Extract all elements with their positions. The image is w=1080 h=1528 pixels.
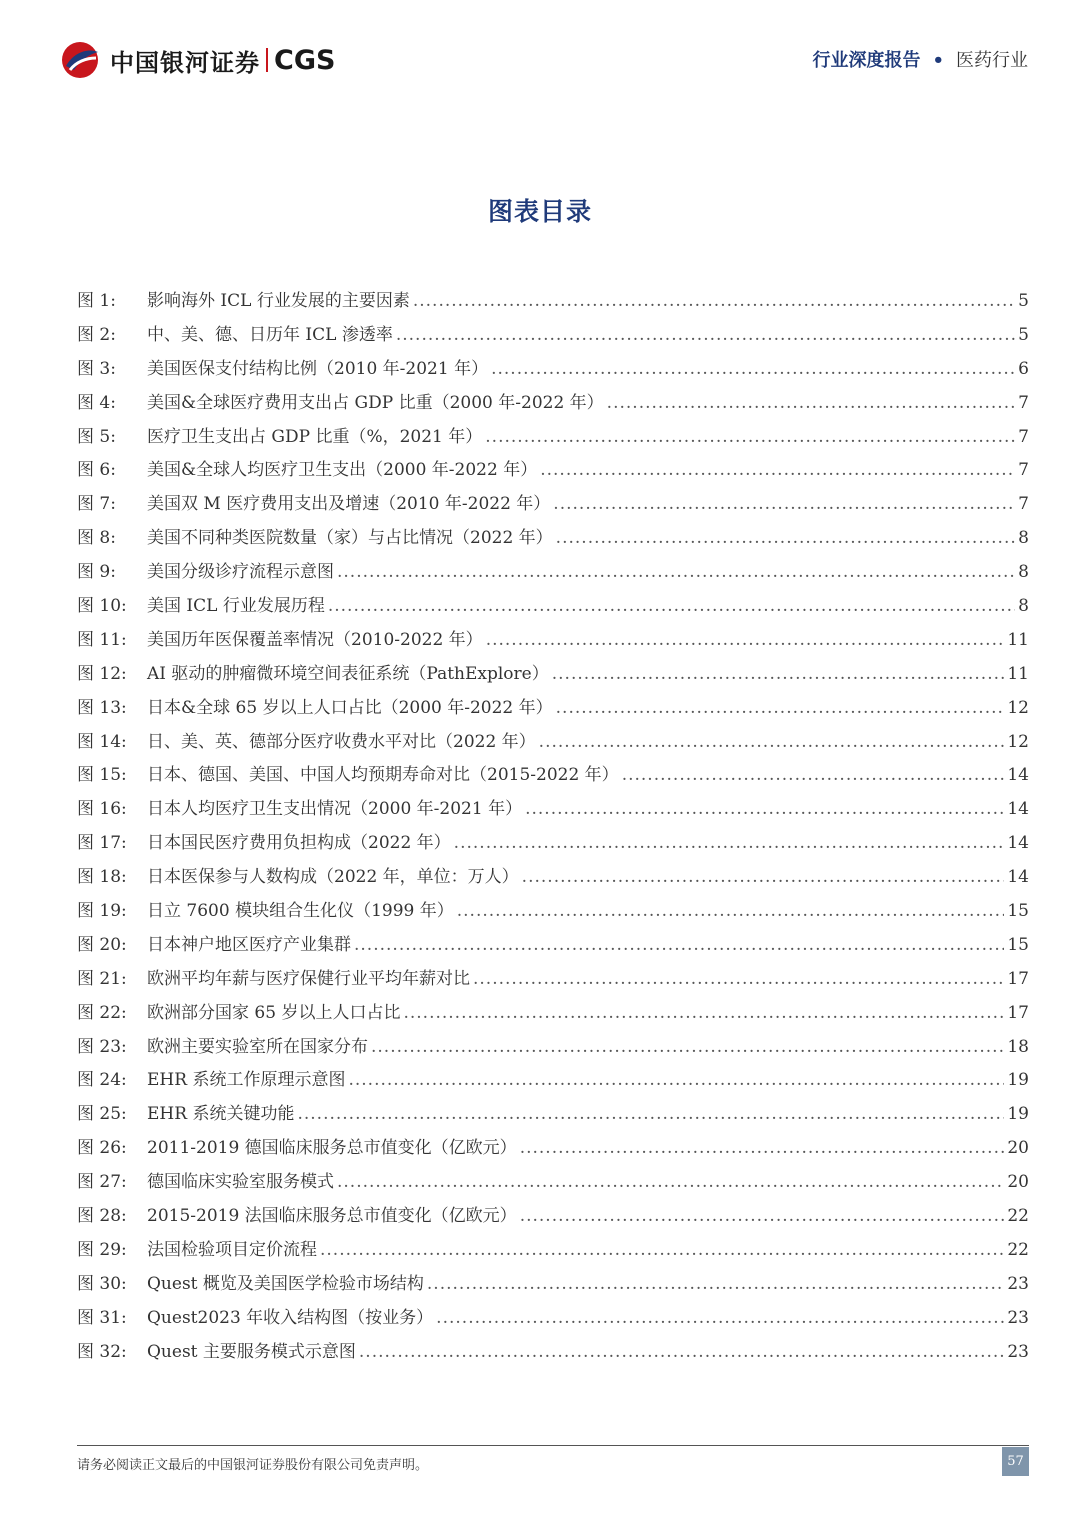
toc-entry-label: 图 22: [77,1002,127,1023]
toc-leader-dots [320,1235,1004,1265]
toc-entry-title: Quest 主要服务模式示意图 [147,1341,356,1362]
toc-entry-title: 2011-2019 德国临床服务总市值变化（亿欧元） [147,1138,517,1159]
toc-entry-title: 日本人均医疗卫生支出情况（2000 年-2021 年） [147,799,523,820]
page-number: 57 [1002,1447,1029,1476]
toc-leader-dots [553,489,1015,519]
page-header [0,0,1080,110]
toc-entry[interactable] [77,896,1029,930]
toc-entry-label: 图 32: [77,1341,127,1362]
toc-entry-page: 23 [1007,1307,1029,1328]
toc-entry-label: 图 12: [77,663,127,684]
report-info [812,46,1028,72]
toc-entry[interactable] [77,489,1029,523]
toc-leader-dots [354,930,1004,960]
toc-entry-title: EHR 系统工作原理示意图 [147,1070,346,1091]
toc-entry[interactable] [77,557,1029,591]
toc-leader-dots [520,1201,1005,1231]
toc-entry-title: 欧洲部分国家 65 岁以上人口占比 [147,1002,401,1023]
toc-entry-page: 14 [1007,867,1029,888]
toc-entry-title: 美国&全球人均医疗卫生支出（2000 年-2022 年） [147,460,538,481]
toc-leader-dots [520,1133,1005,1163]
toc-entry-page: 17 [1007,1002,1029,1023]
toc-entry[interactable] [77,1032,1029,1066]
toc-entry-title: 2015-2019 法国临床服务总市值变化（亿欧元） [147,1206,517,1227]
toc-leader-dots [454,828,1005,858]
toc-entry-page: 14 [1007,799,1029,820]
toc-entry-label: 图 20: [77,934,127,955]
toc-leader-dots [436,1303,1004,1333]
toc-entry[interactable] [77,693,1029,727]
toc-entry-title: Quest2023 年收入结构图（按业务） [147,1307,434,1328]
toc-leader-dots [556,523,1016,553]
toc-entry-label: 图 26: [77,1138,127,1159]
toc-entry-label: 图 6: [77,460,116,481]
toc-entry-title: EHR 系统关键功能 [147,1104,295,1125]
toc-entry-label: 图 9: [77,562,116,583]
toc-leader-dots [371,1032,1004,1062]
toc-entry-label: 图 8: [77,528,116,549]
toc-entry[interactable] [77,1065,1029,1099]
toc-entry-title: 医疗卫生支出占 GDP 比重（%，2021 年） [147,426,483,447]
toc-entry-page: 7 [1018,460,1029,481]
toc-entry[interactable] [77,659,1029,693]
toc-entry-page: 19 [1007,1070,1029,1091]
toc-entry-label: 图 27: [77,1172,127,1193]
toc-entry-title: 欧洲主要实验室所在国家分布 [147,1036,368,1057]
toc-entry[interactable] [77,828,1029,862]
toc-entry-title: 美国历年医保覆盖率情况（2010-2022 年） [147,629,483,650]
toc-leader-dots [622,760,1005,790]
toc-entry-title: 美国 ICL 行业发展历程 [147,596,325,617]
toc-entry[interactable] [77,286,1029,320]
toc-entry-title: 美国医保支付结构比例（2010 年-2021 年） [147,358,489,379]
toc-entry-page: 7 [1018,426,1029,447]
toc-entry-label: 图 23: [77,1036,127,1057]
toc-entry-label: 图 15: [77,765,127,786]
toc-entry[interactable] [77,1201,1029,1235]
toc-entry[interactable] [77,1099,1029,1133]
toc-leader-dots [359,1337,1004,1367]
toc-entry-title: AI 驱动的肿瘤微环境空间表征系统（PathExplore） [147,663,549,684]
toc-entry-title: 日本神户地区医疗产业集群 [147,934,351,955]
toc-entry-title: 法国检验项目定价流程 [147,1239,317,1260]
toc-entry[interactable] [77,1133,1029,1167]
cgs-logo-icon [58,40,102,80]
toc-entry-label: 图 14: [77,731,127,752]
toc-entry-page: 20 [1007,1138,1029,1159]
toc-entry-label: 图 19: [77,901,127,922]
toc-entry-label: 图 31: [77,1307,127,1328]
toc-entry-page: 15 [1007,901,1029,922]
toc-entry-title: 美国&全球医疗费用支出占 GDP 比重（2000 年-2022 年） [147,392,604,413]
toc-entry-title: 美国不同种类医院数量（家）与占比情况（2022 年） [147,528,553,549]
toc-leader-dots [413,286,1015,316]
toc-leader-dots [556,693,1005,723]
logo-text: 中国银河证券 [110,48,260,77]
toc-entry-page: 23 [1007,1341,1029,1362]
toc-leader-dots [427,1269,1004,1299]
toc-entry-page: 12 [1007,731,1029,752]
toc-leader-dots [337,1167,1004,1197]
toc-entry[interactable] [77,998,1029,1032]
toc-entry-page: 5 [1018,291,1029,311]
footer-divider [77,1445,1029,1446]
toc-entry-page: 14 [1007,833,1029,854]
toc-entry-page: 18 [1007,1036,1029,1057]
toc-leader-dots [485,422,1015,452]
toc-title: 图表目录 [487,197,592,226]
toc-entry-page: 11 [1007,629,1029,650]
toc-entry-page: 7 [1018,494,1029,515]
toc-entry-label: 图 21: [77,968,127,989]
toc-entry[interactable] [77,1167,1029,1201]
logo-en: CGS [274,44,336,76]
toc-entry[interactable] [77,1235,1029,1269]
toc-entry-page: 19 [1007,1104,1029,1125]
toc-entry-title: 美国分级诊疗流程示意图 [147,562,334,583]
toc-entry[interactable] [77,862,1029,896]
footer-disclaimer: 请务必阅读正文最后的中国银河证券股份有限公司免责声明。 [77,1458,429,1473]
toc-entry-label: 图 5: [77,426,116,447]
toc-leader-dots [522,862,1005,892]
toc-entry-page: 11 [1007,663,1029,684]
toc-entry-page: 5 [1018,324,1029,345]
toc-entry-title: Quest 概览及美国医学检验市场结构 [147,1273,424,1294]
toc-entry-label: 图 3: [77,358,116,379]
table-of-figures [77,286,1029,1371]
toc-leader-dots [473,964,1004,994]
toc-entry-title: 日本医保参与人数构成（2022 年，单位：万人） [147,867,519,888]
toc-leader-dots [486,625,1005,655]
toc-entry-title: 日本国民医疗费用负担构成（2022 年） [147,833,451,854]
toc-entry[interactable] [77,727,1029,761]
toc-entry-title: 日本、德国、美国、中国人均预期寿命对比（2015-2022 年） [147,765,619,786]
toc-entry-page: 20 [1007,1172,1029,1193]
toc-leader-dots [607,388,1016,418]
toc-leader-dots [396,320,1015,350]
toc-entry[interactable] [77,320,1029,354]
toc-entry-label: 图 13: [77,697,127,718]
industry-label: 医药行业 [956,50,1028,71]
toc-entry[interactable] [77,354,1029,388]
toc-entry[interactable] [77,794,1029,828]
toc-entry-title: 欧洲平均年薪与医疗保健行业平均年薪对比 [147,968,470,989]
toc-leader-dots [552,659,1005,689]
toc-entry-title: 日、美、英、德部分医疗收费水平对比（2022 年） [147,731,536,752]
toc-entry-page: 22 [1007,1239,1029,1260]
toc-leader-dots [540,455,1015,485]
toc-entry-page: 8 [1018,596,1029,617]
toc-leader-dots [457,896,1005,926]
toc-entry-page: 17 [1007,968,1029,989]
toc-entry[interactable] [77,455,1029,489]
toc-entry-label: 图 28: [77,1206,127,1227]
toc-entry-page: 23 [1007,1273,1029,1294]
toc-entry-page: 14 [1007,765,1029,786]
toc-entry-label: 图 1: [77,291,116,311]
toc-entry[interactable] [77,760,1029,794]
toc-leader-dots [328,591,1015,621]
toc-entry-label: 图 29: [77,1239,127,1260]
toc-entry-page: 8 [1018,562,1029,583]
toc-leader-dots [403,998,1004,1028]
toc-entry-label: 图 10: [77,596,127,617]
toc-entry-label: 图 17: [77,833,127,854]
toc-entry-label: 图 2: [77,324,116,345]
toc-entry-label: 图 25: [77,1104,127,1125]
toc-entry-page: 15 [1007,934,1029,955]
toc-leader-dots [491,354,1015,384]
toc-entry[interactable] [77,625,1029,659]
toc-entry-page: 7 [1018,392,1029,413]
header-separator: • [932,50,944,71]
toc-entry-title: 影响海外 ICL 行业发展的主要因素 [147,291,410,311]
toc-entry[interactable] [77,591,1029,625]
toc-entry[interactable] [77,1269,1029,1303]
toc-entry-label: 图 4: [77,392,116,413]
toc-entry[interactable] [77,388,1029,422]
toc-entry-title: 德国临床实验室服务模式 [147,1172,334,1193]
toc-leader-dots [297,1099,1004,1129]
report-type: 行业深度报告 [812,50,921,71]
toc-leader-dots [539,727,1005,757]
toc-entry-label: 图 24: [77,1070,127,1091]
toc-entry[interactable] [77,422,1029,456]
toc-entry-page: 6 [1018,358,1029,379]
toc-entry[interactable] [77,1303,1029,1337]
toc-entry-label: 图 7: [77,494,116,515]
company-logo [58,40,335,80]
toc-entry[interactable] [77,523,1029,557]
toc-entry-title: 中、美、德、日历年 ICL 渗透率 [147,324,393,345]
toc-entry-label: 图 30: [77,1273,127,1294]
logo-separator [266,48,268,72]
toc-entry[interactable] [77,1337,1029,1371]
toc-leader-dots [337,557,1015,587]
toc-entry-label: 图 11: [77,629,127,650]
toc-leader-dots [525,794,1004,824]
toc-entry-page: 8 [1018,528,1029,549]
toc-entry-label: 图 18: [77,867,127,888]
toc-entry[interactable] [77,930,1029,964]
toc-entry-title: 日立 7600 模块组合生化仪（1999 年） [147,901,454,922]
toc-entry-page: 12 [1007,697,1029,718]
toc-entry-title: 美国双 M 医疗费用支出及增速（2010 年-2022 年） [147,494,551,515]
toc-entry-label: 图 16: [77,799,127,820]
toc-entry[interactable] [77,964,1029,998]
toc-leader-dots [348,1065,1004,1095]
toc-entry-title: 日本&全球 65 岁以上人口占比（2000 年-2022 年） [147,697,553,718]
toc-entry-page: 22 [1007,1206,1029,1227]
